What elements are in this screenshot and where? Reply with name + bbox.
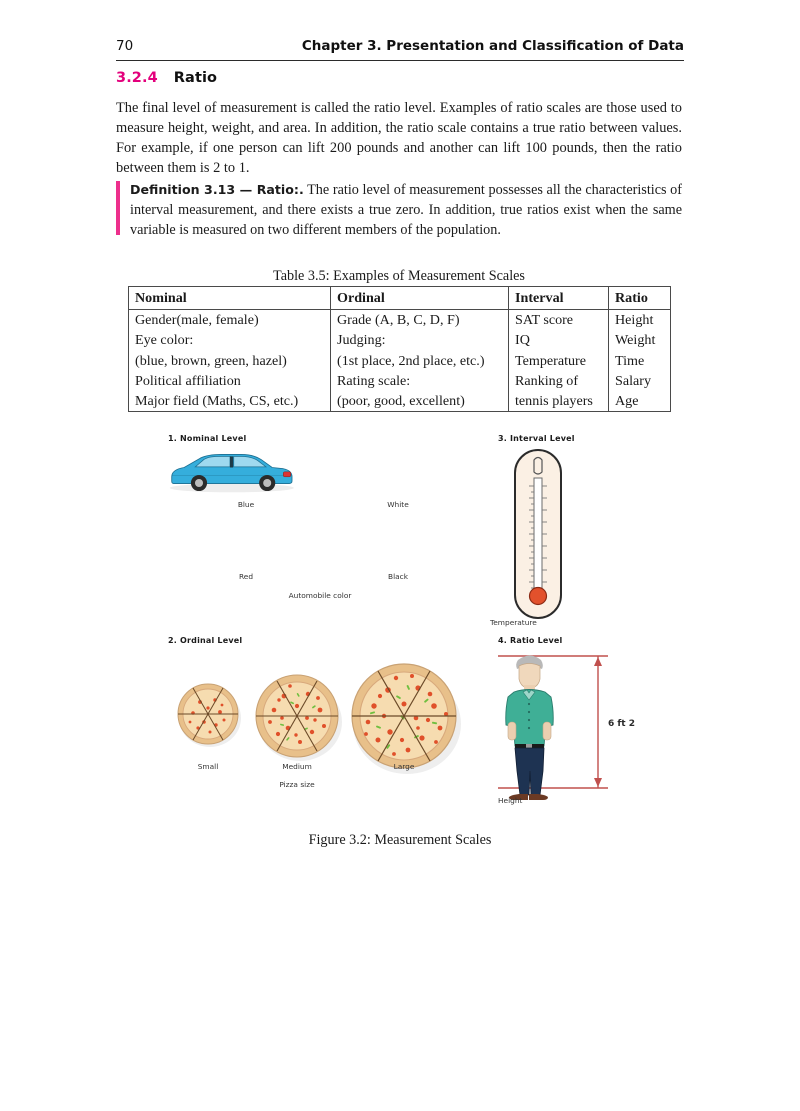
car-label-white: White	[387, 500, 409, 509]
figure-caption: Figure 3.2: Measurement Scales	[308, 832, 492, 848]
table-cell: Grade (A, B, C, D, F)	[331, 310, 509, 331]
panel-title-ordinal: 2. Ordinal Level	[168, 636, 243, 645]
nominal-axis-label: Automobile color	[288, 591, 352, 600]
panel-title-ratio: 4. Ratio Level	[498, 636, 563, 645]
table-cell: (1st place, 2nd place, etc.)	[331, 351, 509, 371]
table-row	[129, 310, 671, 331]
section-title: Ratio	[173, 70, 218, 86]
car-label-blue: Blue	[237, 500, 255, 509]
table-cell: Temperature	[509, 351, 609, 371]
panel-title-interval: 3. Interval Level	[498, 434, 575, 443]
table-row	[129, 351, 671, 371]
table-cell: SAT score	[509, 310, 609, 331]
table-header-cell: Ratio	[609, 287, 671, 310]
section-number: 3.2.4	[116, 70, 158, 86]
car-label-red: Red	[238, 572, 254, 581]
table-cell: (blue, brown, green, hazel)	[129, 351, 331, 371]
definition-accent-bar	[116, 181, 120, 235]
definition-label: Definition 3.13 — Ratio:.	[130, 182, 304, 197]
thermometer-illustration	[498, 446, 588, 624]
pizza-large	[352, 664, 461, 774]
body-paragraph: The final level of measurement is called the ratio level. Examples of ratio scales are those used to measure height, weight, and area. In addition, the ratio scale contains a true ratio between values. For example, if one person can lift 200 pounds and another can lift 100 pounds, then the ratio between them is 2 to 1.	[116, 100, 682, 177]
table-header-cell: Nominal	[129, 287, 331, 310]
table-cell: Gender(male, female)	[129, 310, 331, 331]
chapter-title: Chapter 3. Presentation and Classification of Data	[301, 38, 684, 54]
table-cell: Weight	[609, 330, 671, 350]
table-row	[129, 371, 671, 391]
measurement-scales-table	[128, 286, 671, 412]
interval-axis-label: Temperature	[490, 618, 537, 627]
table-cell: Political affiliation	[129, 371, 331, 391]
table-header-cell: Ordinal	[331, 287, 509, 310]
table-cell: Rating scale:	[331, 371, 509, 391]
table-cell: Height	[609, 310, 671, 331]
section-heading	[116, 70, 217, 86]
table-row	[129, 391, 671, 412]
table-cell: Eye color:	[129, 330, 331, 350]
table-caption: Table 3.5: Examples of Measurement Scales	[273, 268, 525, 284]
table-row	[129, 330, 671, 350]
measurement-scales-figure	[160, 428, 680, 828]
table-cell: Age	[609, 391, 671, 412]
table-cell: Ranking of	[509, 371, 609, 391]
table-cell: IQ	[509, 330, 609, 350]
pizzas-illustration	[160, 650, 470, 780]
table-cell: Major field (Maths, CS, etc.)	[129, 391, 331, 412]
pizza-label-large: Large	[393, 762, 415, 771]
definition-block	[116, 180, 682, 240]
pizza-label-small: Small	[197, 762, 219, 771]
table-header-cell: Interval	[509, 287, 609, 310]
height-value-label: 6 ft 2	[608, 719, 636, 729]
pizza-medium	[256, 675, 342, 761]
ratio-axis-label: Height	[498, 796, 523, 805]
table-cell: tennis players	[509, 391, 609, 412]
pizza-small	[178, 684, 241, 747]
table-cell: Salary	[609, 371, 671, 391]
car-label-black: Black	[388, 572, 408, 581]
header-rule	[116, 60, 684, 61]
running-header	[116, 38, 684, 60]
table-cell: Time	[609, 351, 671, 371]
page-number: 70	[116, 38, 134, 54]
pizza-label-medium: Medium	[282, 762, 312, 771]
ordinal-axis-label: Pizza size	[279, 780, 315, 789]
table-cell: Judging:	[331, 330, 509, 350]
definition-text-wrap	[130, 180, 682, 240]
car-blue	[170, 454, 294, 492]
person-figure	[506, 656, 554, 801]
person-height-illustration	[490, 648, 650, 803]
table-cell: (poor, good, excellent)	[331, 391, 509, 412]
table-header-row	[129, 287, 671, 310]
panel-title-nominal: 1. Nominal Level	[168, 434, 247, 443]
definition-body: The ratio level of measurement possesses all the characteristics of interval measurement, and there exists a true zero. In addition, true ratios exist when the same variable is measured on two different members of the population.	[130, 182, 682, 238]
